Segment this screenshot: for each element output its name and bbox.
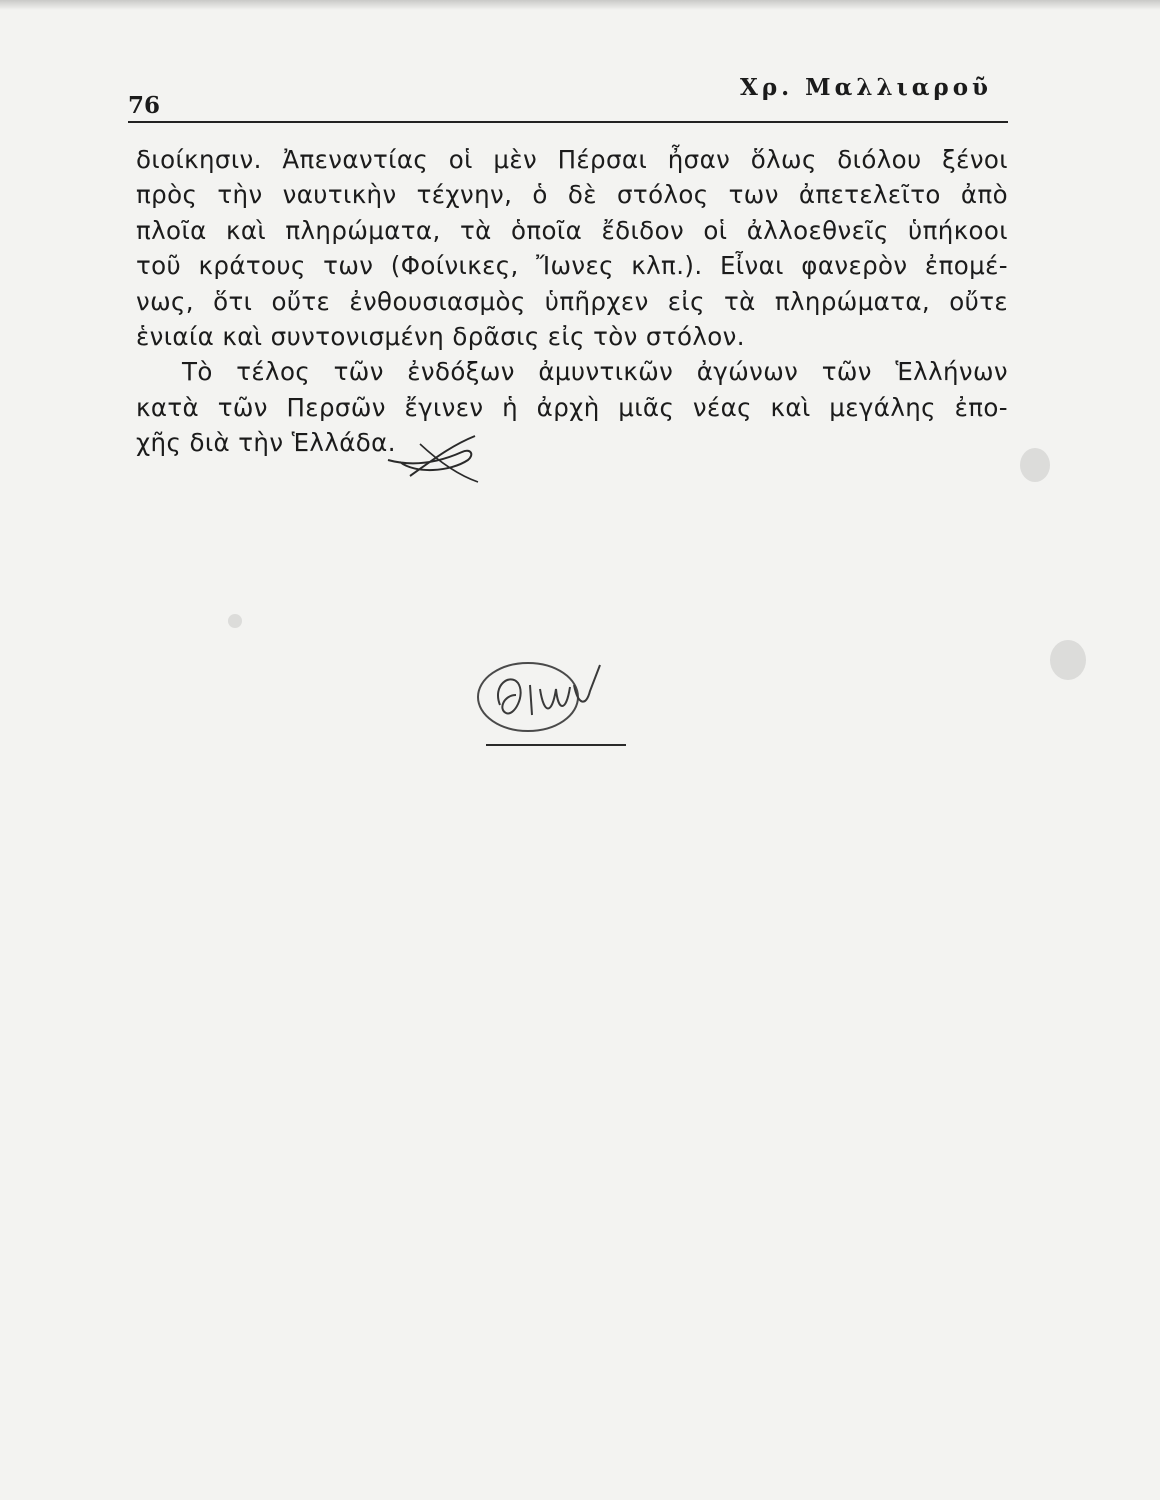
handwritten-signature-icon: [470, 655, 640, 755]
paper-smudge: [228, 614, 242, 628]
body-paragraphs: [136, 142, 1008, 461]
running-title: Χρ. Μαλλιαροῦ: [740, 74, 992, 101]
page-number: 76: [128, 92, 161, 119]
x-flourish-icon: [380, 432, 490, 492]
text-line: νως, ὅτι οὔτε ἐνθουσιασμὸς ὑπῆρχεν εἰς τὰ πληρώματα, οὔτε: [136, 286, 1008, 316]
text-line: Τὸ τέλος τῶν ἐνδόξων ἀμυντικῶν ἀγώνων τῶν Ἑλλήνων: [182, 357, 1008, 387]
text-line: πρὸς τὴν ναυτικὴν τέχνην, ὁ δὲ στόλος των ἀπετελεῖτο ἀπὸ: [136, 180, 1008, 210]
text-line: διοίκησιν. Ἀπεναντίας οἱ μὲν Πέρσαι ἦσαν ὅλως διόλου ξένοι: [136, 145, 1008, 174]
text-line: κατὰ τῶν Περσῶν ἔγινεν ἡ ἀρχὴ μιᾶς νέας καὶ μεγάλης ἐπο-: [136, 392, 1008, 422]
scan-top-edge: [0, 0, 1160, 10]
text-line: πλοῖα καὶ πληρώματα, τὰ ὁποῖα ἔδιδον οἱ ἀλλοεθνεῖς ὑπήκοοι: [136, 215, 1008, 245]
paper-smudge: [1050, 640, 1086, 680]
paper-smudge: [1020, 448, 1050, 482]
header-rule: [128, 121, 1008, 123]
text-line: χῆς διὰ τὴν Ἑλλάδα.: [136, 428, 396, 458]
text-line: ἑνιαία καὶ συντονισμένη δρᾶσις εἰς τὸν στόλον.: [136, 322, 745, 352]
text-line: τοῦ κράτους των (Φοίνικες, Ἴωνες κλπ.). Εἶναι φανερὸν ἐπομέ-: [136, 251, 1008, 281]
